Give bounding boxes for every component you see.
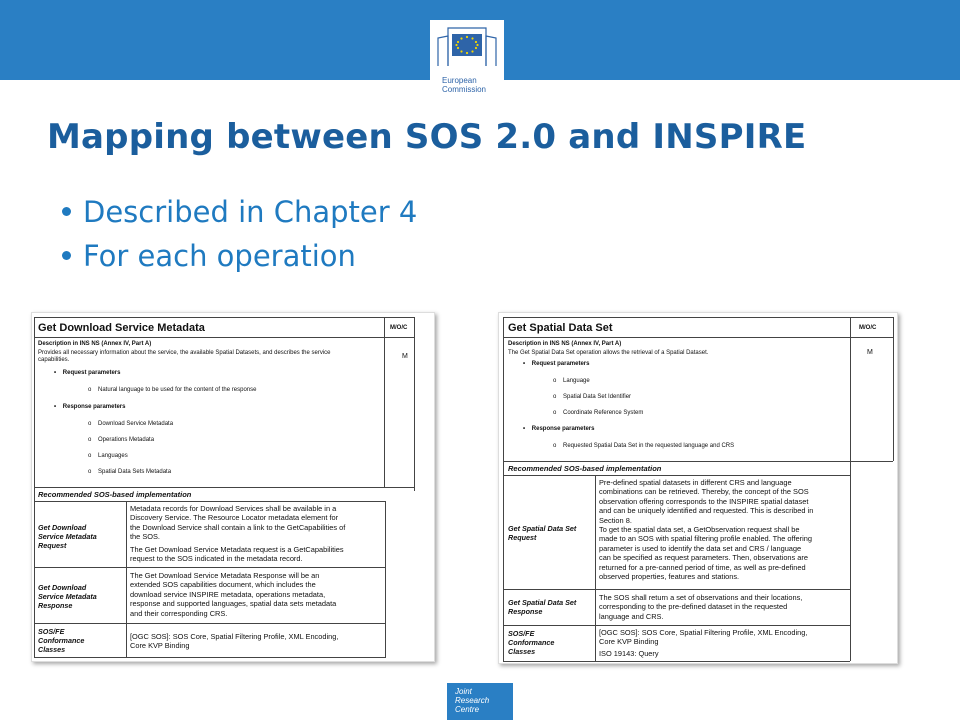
row-label: Get Download Service Metadata Request (38, 523, 97, 550)
european-commission-logo (430, 20, 504, 102)
left-table-screenshot (31, 312, 435, 662)
response-params-heading: • Response parameters (523, 426, 595, 432)
row-text: The SOS shall return a set of observations and their locations, corresponding to the pre-defined dataset in the requested language and CRS. (599, 593, 803, 621)
row-text: Metadata records for Download Services shall be available in a Discovery Service. The Resource Locator metadata element for the Download Service shall contain a link to the GetCapabilities of the SOS. The Get Download Service Metadata request is a GetCapabilities request to the SOS indicated in the metadata record. (130, 504, 346, 564)
description-text: Provides all necessary information about the service, the available Spatial Datasets, and describes the service (38, 350, 331, 356)
row-text: [OGC SOS]: SOS Core, Spatial Filtering Profile, XML Encoding, Core KVP Binding (130, 632, 339, 651)
right-table-screenshot (498, 312, 898, 664)
row-text: [OGC SOS]: SOS Core, Spatial Filtering Profile, XML Encoding, Core KVP Binding ISO 19143: Query (599, 628, 808, 658)
param-item: o Natural language to be used for the content of the response (88, 387, 257, 393)
row-label: SOS/FE Conformance Classes (38, 627, 85, 654)
row-label: Get Spatial Data Set Response (508, 598, 577, 616)
param-item: o Spatial Data Set Identifier (553, 394, 632, 400)
row-text: Pre-defined spatial datasets in different CRS and language combinations can be retrieved. Thereby, the concept of the SOS observation offering corresponds to the INSPIRE spatial dataset and can be uniquely identified and requested. This is described in Section 8. To get the spatial data set, a GetObservation request shall be made to an SOS with spatial filtering profile enabled. The offering parameter is used to identify the data set and CRS / language can be specified as request parameters. Then, observations are returned for a pre-canned period of time, as well as pre-defined observed properties, features and stations. (599, 478, 814, 582)
param-item: o Language (553, 378, 590, 384)
table-title: Get Download Service Metadata (38, 322, 205, 334)
row-label: Get Spatial Data Set Request (508, 524, 577, 542)
param-item: o Coordinate Reference System (553, 410, 644, 416)
bullet-dot-icon (62, 251, 71, 260)
description-title: Description in INS NS (Annex IV, Part A) (508, 341, 622, 347)
row-label: Get Download Service Metadata Response (38, 583, 97, 610)
request-params-heading: • Request parameters (523, 361, 590, 367)
row-text: The Get Download Service Metadata Response will be an extended SOS capabilities document, which includes the download service INSPIRE metadata, operations metadata, response and supported languages, spatial data sets metadata and their corresponding CRS. (130, 571, 337, 618)
bullet-item: For each operation (62, 234, 417, 278)
description-text: capabilities. (38, 357, 70, 363)
row-label: SOS/FE Conformance Classes (508, 629, 555, 656)
bullet-item: Described in Chapter 4 (62, 190, 417, 234)
bullet-dot-icon (62, 207, 71, 216)
implementation-header: Recommended SOS-based implementation (38, 490, 192, 499)
param-item: o Languages (88, 453, 128, 459)
param-item: o Spatial Data Sets Metadata (88, 469, 172, 475)
slide-title: Mapping between SOS 2.0 and INSPIRE (47, 117, 807, 157)
column-header: M/O/C (859, 325, 877, 331)
param-item: o Requested Spatial Data Set in the requested language and CRS (553, 443, 735, 449)
ec-building-flag-icon (434, 22, 500, 68)
table-title: Get Spatial Data Set (508, 322, 613, 334)
jrc-logo: Joint Research Centre (447, 683, 513, 720)
bullet-list (62, 190, 417, 278)
description-title: Description in INS NS (Annex IV, Part A) (38, 341, 152, 347)
ec-logo-text: European Commission (442, 76, 487, 94)
request-params-heading: • Request parameters (54, 370, 121, 376)
param-item: o Operations Metadata (88, 437, 155, 443)
description-text: The Get Spatial Data Set operation allows the retrieval of a Spatial Dataset. (508, 350, 709, 356)
response-params-heading: • Response parameters (54, 404, 126, 410)
implementation-header: Recommended SOS-based implementation (508, 464, 662, 473)
mandatory-flag: M (867, 349, 873, 356)
mandatory-flag: M (402, 353, 408, 360)
param-item: o Download Service Metadata (88, 421, 174, 427)
column-header: M/O/C (390, 325, 408, 331)
